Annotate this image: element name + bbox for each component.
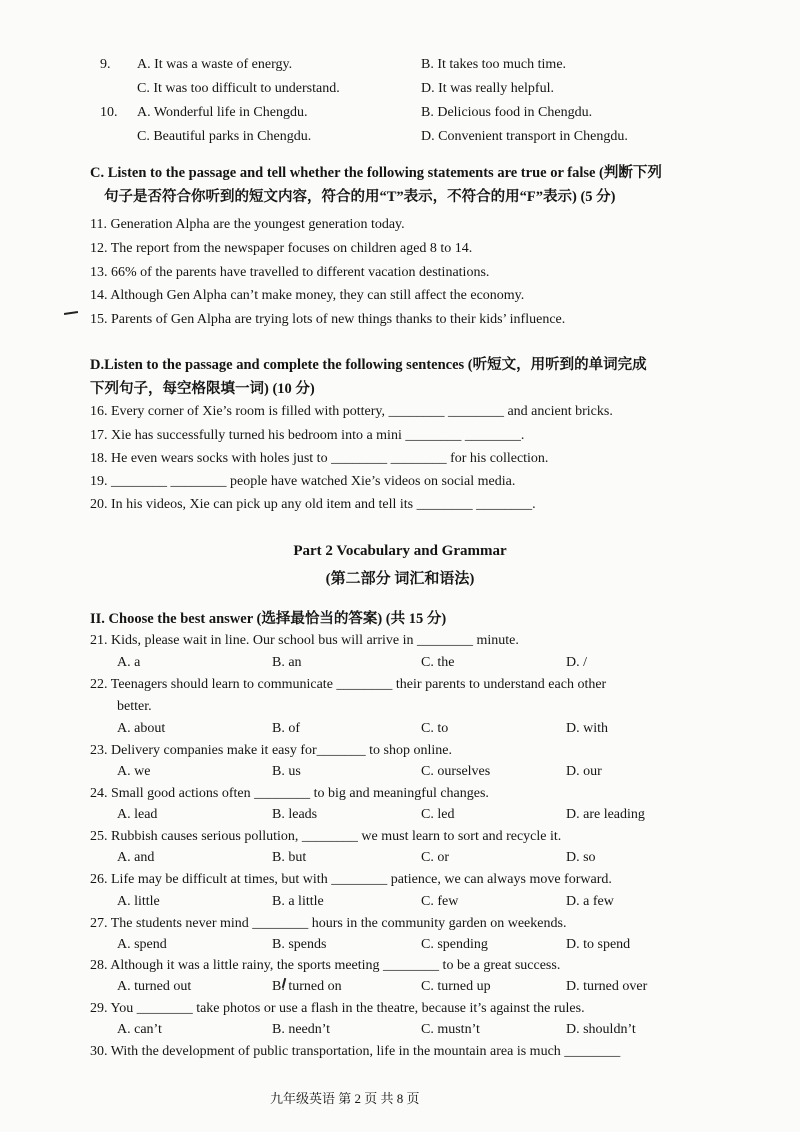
q22-stem-cont: better.	[117, 699, 152, 714]
q10-option-a: A. Wonderful life in Chengdu.	[137, 105, 308, 120]
q23-option-c: C. ourselves	[421, 764, 491, 779]
q22-stem: 22. Teenagers should learn to communicate ________ their parents to understand each other	[90, 677, 607, 692]
q29-option-b: B. needn’t	[272, 1022, 331, 1037]
q22-option-a: A. about	[117, 721, 166, 736]
q26-option-b: B. a little	[272, 894, 324, 909]
q25-option-b: B. but	[272, 850, 307, 865]
q10-option-c: C. Beautiful parks in Chengdu.	[137, 129, 312, 144]
section-d-heading-cont: 下列句子，每空格限填一词) (10 分)	[90, 381, 315, 397]
q10-option-b: B. Delicious food in Chengdu.	[421, 105, 593, 120]
sentence-16: 16. Every corner of Xie’s room is filled with pottery, ________ ________ and ancient bricks.	[90, 404, 613, 419]
q27-option-d: D. to spend	[566, 937, 631, 952]
q21-stem: 21. Kids, please wait in line. Our school bus will arrive in ________ minute.	[90, 633, 519, 648]
pencil-mark	[64, 311, 78, 315]
q24-option-b: B. leads	[272, 807, 318, 822]
q26-option-c: C. few	[421, 894, 459, 909]
q9-option-b: B. It takes too much time.	[421, 57, 567, 72]
q23-option-b: B. us	[272, 764, 301, 779]
q28-option-a: A. turned out	[117, 979, 192, 994]
q28-option-c: C. turned up	[421, 979, 491, 994]
section-d-heading: D.Listen to the passage and complete the following sentences (听短文，用听到的单词完成	[90, 357, 647, 373]
q21-option-a: A. a	[117, 655, 141, 670]
q26-stem: 26. Life may be difficult at times, but with ________ patience, we can always move forward.	[90, 872, 612, 887]
sentence-18: 18. He even wears socks with holes just to ________ ________ for his collection.	[90, 451, 549, 466]
q25-option-c: C. or	[421, 850, 449, 865]
q21-option-b: B. an	[272, 655, 302, 670]
q28-option-b: B. turned on	[272, 979, 342, 994]
q28-stem: 28. Although it was a little rainy, the sports meeting ________ to be a great success.	[90, 958, 561, 973]
q27-option-a: A. spend	[117, 937, 167, 952]
q10-option-d: D. Convenient transport in Chengdu.	[421, 129, 628, 144]
q25-stem: 25. Rubbish causes serious pollution, ________ we must learn to sort and recycle it.	[90, 829, 562, 844]
q25-option-d: D. so	[566, 850, 596, 865]
q28-option-d: D. turned over	[566, 979, 648, 994]
q30-stem: 30. With the development of public transportation, life in the mountain area is much ________	[90, 1044, 621, 1059]
section-c-heading: C. Listen to the passage and tell whether the following statements are true or false (判断下列	[90, 165, 662, 181]
statement-11: 11. Generation Alpha are the youngest generation today.	[90, 217, 405, 232]
section-ii-heading: II. Choose the best answer (选择最恰当的答案) (共 15 分)	[90, 611, 447, 627]
q23-option-a: A. we	[117, 764, 151, 779]
q10-number: 10.	[100, 105, 118, 120]
q26-option-a: A. little	[117, 894, 160, 909]
q22-option-c: C. to	[421, 721, 449, 736]
q9-option-c: C. It was too difficult to understand.	[137, 81, 340, 96]
page-footer: 九年级英语 第 2 页 共 8 页	[270, 1091, 420, 1106]
q22-option-d: D. with	[566, 721, 608, 736]
q24-option-d: D. are leading	[566, 807, 645, 822]
q29-option-c: C. mustn’t	[421, 1022, 480, 1037]
part2-subtitle: (第二部分 词汇和语法)	[325, 571, 475, 587]
statement-13: 13. 66% of the parents have travelled to different vacation destinations.	[90, 265, 490, 280]
q21-option-c: C. the	[421, 655, 455, 670]
q29-option-a: A. can’t	[117, 1022, 162, 1037]
q22-option-b: B. of	[272, 721, 300, 736]
statement-15: 15. Parents of Gen Alpha are trying lots of new things thanks to their kids’ influence.	[90, 312, 566, 327]
q23-option-d: D. our	[566, 764, 602, 779]
q23-stem: 23. Delivery companies make it easy for_______ to shop online.	[90, 743, 452, 758]
part2-title: Part 2 Vocabulary and Grammar	[293, 543, 507, 559]
q21-option-d: D. /	[566, 655, 587, 670]
section-c-heading-cont: 句子是否符合你听到的短文内容，符合的用“T”表示，不符合的用“F”表示) (5 分)	[104, 189, 616, 205]
q24-option-c: C. led	[421, 807, 455, 822]
sentence-17: 17. Xie has successfully turned his bedroom into a mini ________ ________.	[90, 428, 525, 443]
q9-number: 9.	[100, 57, 111, 72]
sentence-20: 20. In his videos, Xie can pick up any old item and tell its ________ ________.	[90, 497, 536, 512]
q24-stem: 24. Small good actions often ________ to big and meaningful changes.	[90, 786, 489, 801]
sentence-19: 19. ________ ________ people have watched Xie’s videos on social media.	[90, 474, 516, 489]
q29-stem: 29. You ________ take photos or use a flash in the theatre, because it’s against the rules.	[90, 1001, 585, 1016]
q24-option-a: A. lead	[117, 807, 158, 822]
q9-option-a: A. It was a waste of energy.	[137, 57, 293, 72]
q27-option-c: C. spending	[421, 937, 488, 952]
q27-stem: 27. The students never mind ________ hours in the community garden on weekends.	[90, 916, 567, 931]
q27-option-b: B. spends	[272, 937, 327, 952]
q26-option-d: D. a few	[566, 894, 614, 909]
statement-14: 14. Although Gen Alpha can’t make money, they can still affect the economy.	[90, 288, 525, 303]
q25-option-a: A. and	[117, 850, 155, 865]
statement-12: 12. The report from the newspaper focuses on children aged 8 to 14.	[90, 241, 473, 256]
q29-option-d: D. shouldn’t	[566, 1022, 636, 1037]
q9-option-d: D. It was really helpful.	[421, 81, 554, 96]
